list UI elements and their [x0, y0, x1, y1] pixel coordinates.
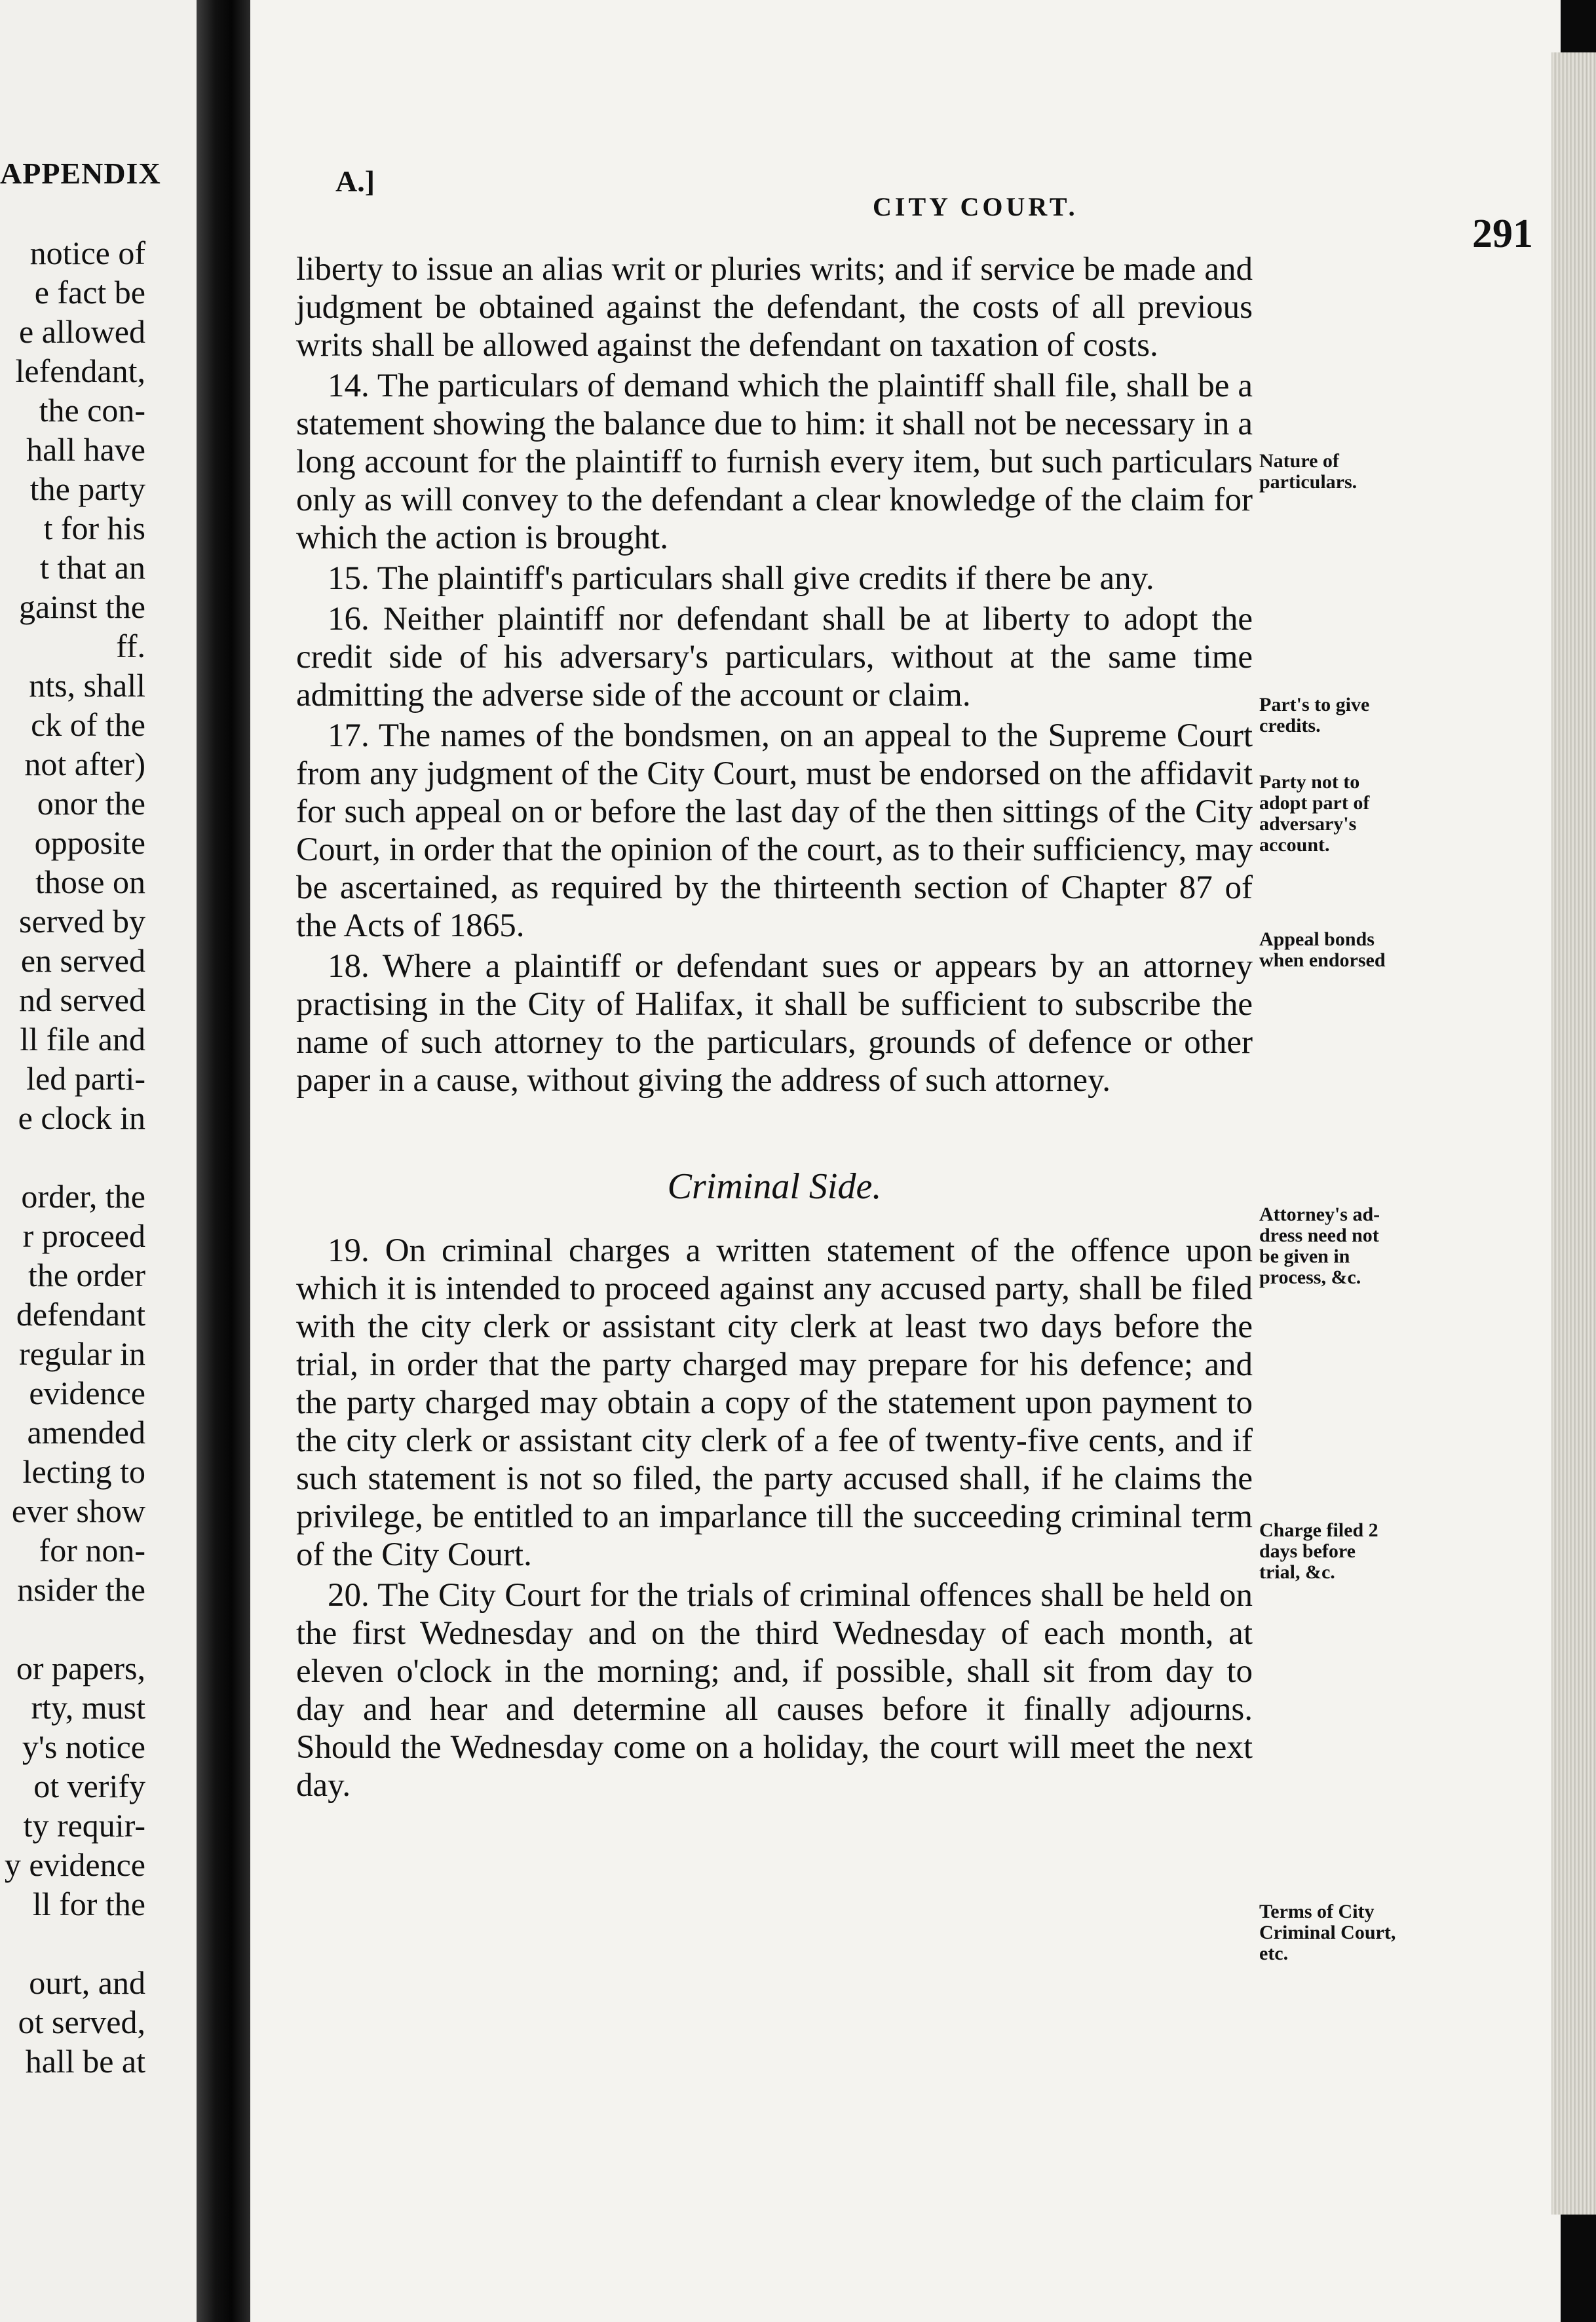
- left-page-line: en served: [20, 942, 145, 979]
- left-page-line: the con-: [39, 392, 145, 428]
- page-number: 291: [1472, 212, 1533, 256]
- margin-note-attorney-address: Attorney's ad- dress need not be given in process, &c.: [1259, 1204, 1380, 1288]
- paragraph-17: 17. The names of the bondsmen, on an appeal to the Supreme Court from any judgment of the City Court, must be endorsed on the affidavit for such appeal on or before the last day of the then sittings of the City Court, in order that the opinion of the court, as to their sufficiency, may be ascertained, as required by the thirteenth section of Chapter 87 of the Acts of 1865.: [296, 717, 1253, 944]
- left-page-line: ourt, and: [29, 1964, 145, 2001]
- left-page-line: lecting to: [22, 1453, 145, 1490]
- left-page-line: defendant: [16, 1296, 145, 1333]
- left-page-line: or papers,: [16, 1650, 145, 1686]
- left-page-line: for non-: [39, 1532, 145, 1569]
- margin-note-appeal-bonds: Appeal bonds when endorsed: [1259, 928, 1386, 971]
- left-page-line: rty, must: [31, 1689, 145, 1726]
- left-page-line: order, the: [21, 1178, 145, 1215]
- main-text: [296, 250, 1253, 1807]
- left-page-line: ty requir-: [23, 1807, 145, 1844]
- left-page-line: t for his: [43, 510, 145, 546]
- signature-mark: A.]: [335, 164, 375, 198]
- left-page-line: led parti-: [26, 1060, 145, 1097]
- left-page-line: served by: [19, 903, 145, 940]
- left-page-line: opposite: [34, 824, 145, 861]
- left-page-line: regular in: [19, 1335, 145, 1372]
- left-page-line: nts, shall: [29, 667, 145, 704]
- paragraph-19: 19. On criminal charges a written statement of the offence upon which it is intended to proceed against any accused party, shall be filed with the city clerk or assistant city clerk at least two days before the trial, in order that the party charged may prepare for his defence; and the party charged may obtain a copy of the statement upon payment to the city clerk or assistant city clerk of a fee of twenty-five cents, and if such statement is not so filed, the party accused shall, if he claims the privilege, be entitled to an imparlance till the succeeding criminal term of the City Court.: [296, 1232, 1253, 1573]
- right-page: [250, 0, 1561, 2322]
- paragraph-continuation: liberty to issue an alias writ or pluries writs; and if service be made and judgment be obtained against the defendant, the costs of all previous writs shall be allowed against the defendant on taxation of costs.: [296, 251, 1253, 364]
- left-page-line: ck of the: [31, 706, 145, 743]
- left-page-line: hall be at: [25, 2043, 145, 2080]
- left-page-line: r proceed: [22, 1217, 145, 1254]
- margin-note-terms-of-court: Terms of City Criminal Court, etc.: [1259, 1901, 1396, 1964]
- left-page-line: the order: [28, 1257, 145, 1293]
- left-page-line: those on: [35, 864, 145, 900]
- left-page-line: gainst the: [18, 588, 145, 625]
- section-heading: Criminal Side.: [667, 1166, 882, 1207]
- left-page-line: ot verify: [33, 1768, 145, 1804]
- left-page-line: e clock in: [18, 1099, 145, 1136]
- left-page-line: lefendant,: [15, 352, 145, 389]
- left-page-line: nd served: [19, 981, 145, 1018]
- margin-note-charge-filed: Charge filed 2 days before trial, &c.: [1259, 1519, 1378, 1583]
- book-gutter: [197, 0, 250, 2322]
- page-edges: [1551, 52, 1596, 2215]
- left-page-line: [5, 1609, 145, 1648]
- left-facing-page: [0, 0, 197, 2322]
- left-page-line: the party: [29, 470, 145, 507]
- paragraph-16: 16. Neither plaintiff nor defendant shall be at liberty to adopt the credit side of his adversary's particulars, without at the same time admitting the adverse side of the account or claim.: [296, 601, 1253, 714]
- left-page-line: onor the: [37, 785, 145, 822]
- left-page-line: e fact be: [34, 274, 145, 311]
- left-page-line: notice of: [29, 235, 145, 271]
- left-page-line: ll file and: [20, 1021, 145, 1057]
- left-page-line: y's notice: [22, 1728, 145, 1765]
- paragraph-20: 20. The City Court for the trials of criminal offences shall be held on the first Wednesday and on the third Wednesday of each month, at eleven o'clock in the morning; and, if possible, shall sit from day to day and hear and determine all causes before it finally adjourns. Should the Wednesday come on a holiday, the court will meet the next day.: [296, 1577, 1253, 1804]
- left-page-line: e allowed: [19, 313, 145, 350]
- left-page-header: APPENDIX: [0, 157, 161, 190]
- left-page-line: hall have: [26, 431, 145, 468]
- left-page-line: [5, 1924, 145, 1963]
- left-page-text: [5, 233, 145, 2081]
- left-page-line: not after): [24, 746, 145, 782]
- left-page-line: evidence: [29, 1375, 145, 1411]
- margin-note-adversary-account: Party not to adopt part of adversary's account.: [1259, 771, 1370, 856]
- left-page-line: amended: [27, 1414, 145, 1451]
- running-head: CITY COURT.: [873, 192, 1078, 221]
- margin-note-nature-of-particulars: Nature of particulars.: [1259, 450, 1358, 493]
- paragraph-14: 14. The particulars of demand which the plaintiff shall file, shall be a statement showing the balance due to him: it shall not be necessary in a long account for the plaintiff to furnish every item, but such particulars only as will convey to the defendant a clear knowledge of the claim for which the action is brought.: [296, 368, 1253, 556]
- paragraph-18: 18. Where a plaintiff or defendant sues or appears by an attorney practising in the City of Halifax, it shall be sufficient to subscribe the name of such attorney to the particulars, grounds of defence or other paper in a cause, without giving the address of such attorney.: [296, 948, 1253, 1099]
- left-page-line: [5, 1137, 145, 1177]
- left-page-line: nsider the: [17, 1571, 145, 1608]
- left-page-line: ot served,: [18, 2004, 145, 2040]
- left-page-line: t that an: [39, 549, 145, 586]
- left-page-line: ff.: [116, 628, 145, 664]
- margin-note-credits: Part's to give credits.: [1259, 694, 1370, 736]
- page-header: [335, 164, 1561, 256]
- left-page-line: y evidence: [4, 1846, 145, 1883]
- paragraph-15: 15. The plaintiff's particulars shall give credits if there be any.: [328, 560, 1154, 597]
- left-page-line: ll for the: [32, 1886, 145, 1922]
- left-page-line: ever show: [11, 1493, 145, 1529]
